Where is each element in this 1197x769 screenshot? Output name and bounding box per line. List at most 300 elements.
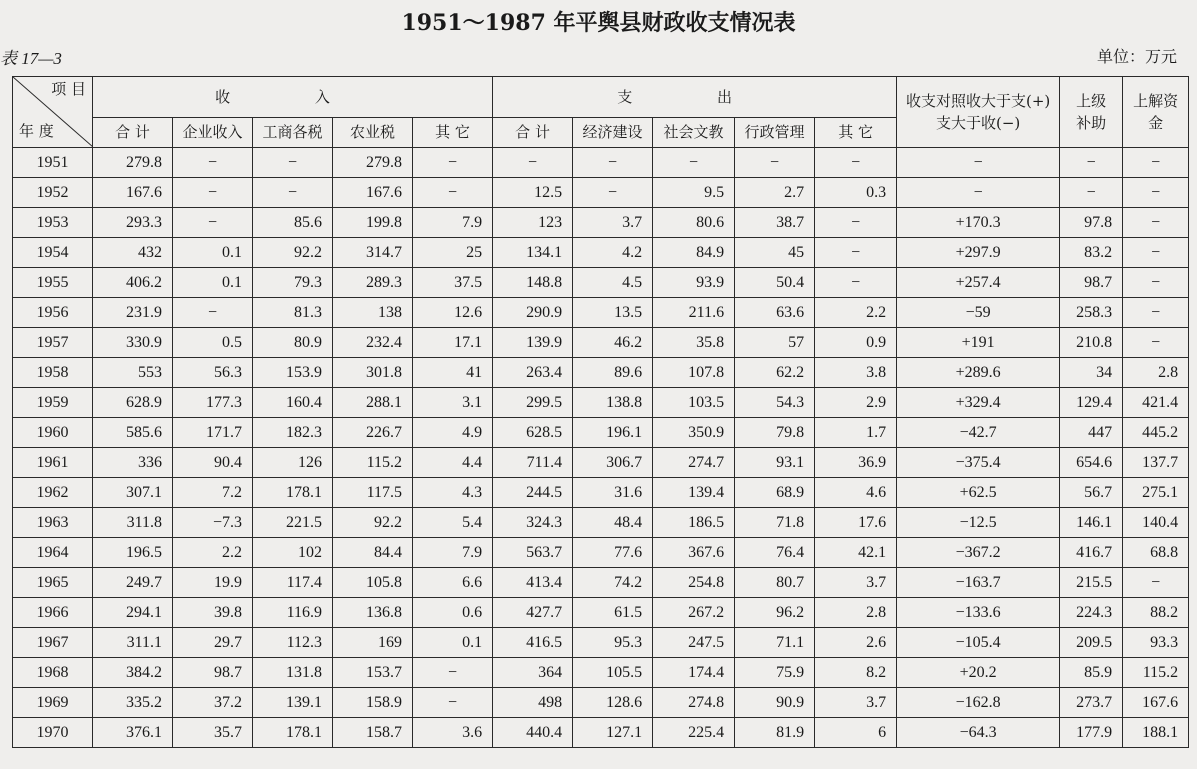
value-cell: − xyxy=(173,208,253,238)
value-cell: 215.5 xyxy=(1060,568,1123,598)
page-title: 1951～1987 年平舆县财政收支情况表 xyxy=(401,10,796,36)
year-cell: 1963 xyxy=(13,508,93,538)
value-cell: 75.9 xyxy=(735,658,815,688)
value-cell: 174.4 xyxy=(653,658,735,688)
value-cell: 54.3 xyxy=(735,388,815,418)
value-cell: 107.8 xyxy=(653,358,735,388)
value-cell: 153.9 xyxy=(253,358,333,388)
corner-year-label: 年 度 xyxy=(19,122,54,140)
value-cell: −162.8 xyxy=(897,688,1060,718)
income-col-header: 农业税 xyxy=(333,118,413,148)
value-cell: 211.6 xyxy=(653,298,735,328)
value-cell: 224.3 xyxy=(1060,598,1123,628)
value-cell: 1.7 xyxy=(815,418,897,448)
value-cell: 3.8 xyxy=(815,358,897,388)
year-cell: 1960 xyxy=(13,418,93,448)
value-cell: 263.4 xyxy=(493,358,573,388)
value-cell: 301.8 xyxy=(333,358,413,388)
table-row xyxy=(13,538,1189,568)
value-cell: 160.4 xyxy=(253,388,333,418)
value-cell: 2.7 xyxy=(735,178,815,208)
year-cell: 1966 xyxy=(13,598,93,628)
table-row xyxy=(13,658,1189,688)
value-cell: −375.4 xyxy=(897,448,1060,478)
value-cell: 299.5 xyxy=(493,388,573,418)
value-cell: 0.1 xyxy=(173,238,253,268)
value-cell: − xyxy=(897,178,1060,208)
value-cell: +329.4 xyxy=(897,388,1060,418)
value-cell: 432 xyxy=(93,238,173,268)
value-cell: − xyxy=(1123,148,1189,178)
value-cell: 39.8 xyxy=(173,598,253,628)
value-cell: 105.8 xyxy=(333,568,413,598)
value-cell: 13.5 xyxy=(573,298,653,328)
value-cell: +257.4 xyxy=(897,268,1060,298)
expense-group-header: 支 出 xyxy=(493,77,897,118)
remit-header: 上解资金 xyxy=(1123,77,1189,148)
value-cell: − xyxy=(653,148,735,178)
value-cell: − xyxy=(1123,268,1189,298)
value-cell: 98.7 xyxy=(1060,268,1123,298)
year-cell: 1958 xyxy=(13,358,93,388)
value-cell: 153.7 xyxy=(333,658,413,688)
year-cell: 1952 xyxy=(13,178,93,208)
value-cell: 137.7 xyxy=(1123,448,1189,478)
value-cell: 146.1 xyxy=(1060,508,1123,538)
value-cell: 0.6 xyxy=(413,598,493,628)
table-row xyxy=(13,508,1189,538)
year-cell: 1962 xyxy=(13,478,93,508)
value-cell: 171.7 xyxy=(173,418,253,448)
value-cell: 288.1 xyxy=(333,388,413,418)
subsidy-header: 上级补助 xyxy=(1060,77,1123,148)
value-cell: 306.7 xyxy=(573,448,653,478)
table-row xyxy=(13,328,1189,358)
year-cell: 1951 xyxy=(13,148,93,178)
value-cell: 447 xyxy=(1060,418,1123,448)
value-cell: − xyxy=(1123,568,1189,598)
value-cell: 37.5 xyxy=(413,268,493,298)
value-cell: 35.8 xyxy=(653,328,735,358)
value-cell: 3.7 xyxy=(573,208,653,238)
year-cell: 1961 xyxy=(13,448,93,478)
value-cell: 307.1 xyxy=(93,478,173,508)
value-cell: 167.6 xyxy=(333,178,413,208)
value-cell: 117.4 xyxy=(253,568,333,598)
year-cell: 1959 xyxy=(13,388,93,418)
value-cell: 71.1 xyxy=(735,628,815,658)
value-cell: 177.3 xyxy=(173,388,253,418)
value-cell: 167.6 xyxy=(93,178,173,208)
value-cell: 553 xyxy=(93,358,173,388)
value-cell: − xyxy=(413,178,493,208)
value-cell: 102 xyxy=(253,538,333,568)
value-cell: 37.2 xyxy=(173,688,253,718)
corner-item-label: 项 目 xyxy=(51,80,86,98)
value-cell: 628.5 xyxy=(493,418,573,448)
value-cell: 158.9 xyxy=(333,688,413,718)
value-cell: 416.5 xyxy=(493,628,573,658)
value-cell: 97.8 xyxy=(1060,208,1123,238)
value-cell: 244.5 xyxy=(493,478,573,508)
value-cell: 79.8 xyxy=(735,418,815,448)
value-cell: − xyxy=(815,148,897,178)
expense-col-header: 行政管理 xyxy=(735,118,815,148)
value-cell: −163.7 xyxy=(897,568,1060,598)
value-cell: 406.2 xyxy=(93,268,173,298)
value-cell: 376.1 xyxy=(93,718,173,748)
value-cell: 2.9 xyxy=(815,388,897,418)
value-cell: −64.3 xyxy=(897,718,1060,748)
value-cell: − xyxy=(815,208,897,238)
value-cell: − xyxy=(1123,208,1189,238)
value-cell: 6 xyxy=(815,718,897,748)
value-cell: 294.1 xyxy=(93,598,173,628)
value-cell: 45 xyxy=(735,238,815,268)
value-cell: 7.9 xyxy=(413,208,493,238)
value-cell: 2.6 xyxy=(815,628,897,658)
value-cell: 267.2 xyxy=(653,598,735,628)
value-cell: − xyxy=(897,148,1060,178)
value-cell: 178.1 xyxy=(253,478,333,508)
income-col-header: 企业收入 xyxy=(173,118,253,148)
value-cell: 169 xyxy=(333,628,413,658)
value-cell: 188.1 xyxy=(1123,718,1189,748)
value-cell: 3.7 xyxy=(815,688,897,718)
value-cell: 186.5 xyxy=(653,508,735,538)
table-number: 表 17—3 xyxy=(0,49,62,68)
value-cell: 61.5 xyxy=(573,598,653,628)
value-cell: 46.2 xyxy=(573,328,653,358)
value-cell: 93.1 xyxy=(735,448,815,478)
value-cell: 182.3 xyxy=(253,418,333,448)
value-cell: − xyxy=(413,658,493,688)
value-cell: − xyxy=(1123,298,1189,328)
value-cell: 17.6 xyxy=(815,508,897,538)
value-cell: +170.3 xyxy=(897,208,1060,238)
value-cell: 335.2 xyxy=(93,688,173,718)
table-row xyxy=(13,628,1189,658)
value-cell: 3.6 xyxy=(413,718,493,748)
value-cell: 2.8 xyxy=(815,598,897,628)
value-cell: −7.3 xyxy=(173,508,253,538)
year-cell: 1953 xyxy=(13,208,93,238)
value-cell: 367.6 xyxy=(653,538,735,568)
value-cell: 42.1 xyxy=(815,538,897,568)
value-cell: 77.6 xyxy=(573,538,653,568)
value-cell: 50.4 xyxy=(735,268,815,298)
value-cell: 440.4 xyxy=(493,718,573,748)
value-cell: 9.5 xyxy=(653,178,735,208)
value-cell: 585.6 xyxy=(93,418,173,448)
value-cell: 63.6 xyxy=(735,298,815,328)
value-cell: 138.8 xyxy=(573,388,653,418)
value-cell: +191 xyxy=(897,328,1060,358)
finance-table xyxy=(12,76,1189,748)
value-cell: − xyxy=(1060,178,1123,208)
year-cell: 1956 xyxy=(13,298,93,328)
value-cell: 134.1 xyxy=(493,238,573,268)
value-cell: 90.9 xyxy=(735,688,815,718)
value-cell: 3.1 xyxy=(413,388,493,418)
value-cell: 0.1 xyxy=(413,628,493,658)
value-cell: 138 xyxy=(333,298,413,328)
value-cell: 127.1 xyxy=(573,718,653,748)
value-cell: − xyxy=(573,148,653,178)
value-cell: 25 xyxy=(413,238,493,268)
value-cell: 563.7 xyxy=(493,538,573,568)
value-cell: 88.2 xyxy=(1123,598,1189,628)
value-cell: 7.9 xyxy=(413,538,493,568)
value-cell: − xyxy=(173,298,253,328)
income-col-header: 工商各税 xyxy=(253,118,333,148)
value-cell: 711.4 xyxy=(493,448,573,478)
table-row xyxy=(13,178,1189,208)
income-col-header: 其 它 xyxy=(413,118,493,148)
table-row xyxy=(13,688,1189,718)
income-col-header: 合 计 xyxy=(93,118,173,148)
value-cell: 421.4 xyxy=(1123,388,1189,418)
value-cell: 273.7 xyxy=(1060,688,1123,718)
value-cell: 35.7 xyxy=(173,718,253,748)
value-cell: 2.2 xyxy=(815,298,897,328)
value-cell: 209.5 xyxy=(1060,628,1123,658)
income-group-header: 收 入 xyxy=(93,77,493,118)
value-cell: 4.3 xyxy=(413,478,493,508)
table-row xyxy=(13,388,1189,418)
value-cell: 196.5 xyxy=(93,538,173,568)
value-cell: 293.3 xyxy=(93,208,173,238)
table-row xyxy=(13,238,1189,268)
value-cell: 92.2 xyxy=(333,508,413,538)
table-row xyxy=(13,358,1189,388)
value-cell: 81.9 xyxy=(735,718,815,748)
value-cell: 19.9 xyxy=(173,568,253,598)
value-cell: 89.6 xyxy=(573,358,653,388)
value-cell: − xyxy=(1060,148,1123,178)
value-cell: 131.8 xyxy=(253,658,333,688)
value-cell: 140.4 xyxy=(1123,508,1189,538)
table-row xyxy=(13,148,1189,178)
value-cell: 80.6 xyxy=(653,208,735,238)
value-cell: 247.5 xyxy=(653,628,735,658)
value-cell: 232.4 xyxy=(333,328,413,358)
year-cell: 1970 xyxy=(13,718,93,748)
value-cell: 148.8 xyxy=(493,268,573,298)
table-row xyxy=(13,568,1189,598)
value-cell: 112.3 xyxy=(253,628,333,658)
value-cell: 84.9 xyxy=(653,238,735,268)
value-cell: 178.1 xyxy=(253,718,333,748)
table-row xyxy=(13,598,1189,628)
value-cell: 290.9 xyxy=(493,298,573,328)
value-cell: 93.3 xyxy=(1123,628,1189,658)
value-cell: − xyxy=(253,178,333,208)
value-cell: − xyxy=(493,148,573,178)
value-cell: 76.4 xyxy=(735,538,815,568)
value-cell: 196.1 xyxy=(573,418,653,448)
value-cell: 279.8 xyxy=(93,148,173,178)
year-cell: 1955 xyxy=(13,268,93,298)
expense-col-header: 经济建设 xyxy=(573,118,653,148)
value-cell: 311.1 xyxy=(93,628,173,658)
value-cell: 83.2 xyxy=(1060,238,1123,268)
year-cell: 1968 xyxy=(13,658,93,688)
value-cell: − xyxy=(413,148,493,178)
value-cell: − xyxy=(815,238,897,268)
value-cell: 498 xyxy=(493,688,573,718)
year-cell: 1954 xyxy=(13,238,93,268)
value-cell: 0.5 xyxy=(173,328,253,358)
value-cell: 2.2 xyxy=(173,538,253,568)
value-cell: 2.8 xyxy=(1123,358,1189,388)
value-cell: −42.7 xyxy=(897,418,1060,448)
value-cell: 117.5 xyxy=(333,478,413,508)
value-cell: 56.3 xyxy=(173,358,253,388)
value-cell: 413.4 xyxy=(493,568,573,598)
balance-header: 收支对照收大于支(+)支大于收(−) xyxy=(897,77,1060,148)
value-cell: 12.6 xyxy=(413,298,493,328)
value-cell: 384.2 xyxy=(93,658,173,688)
value-cell: +297.9 xyxy=(897,238,1060,268)
table-row xyxy=(13,268,1189,298)
value-cell: 445.2 xyxy=(1123,418,1189,448)
value-cell: +289.6 xyxy=(897,358,1060,388)
year-cell: 1969 xyxy=(13,688,93,718)
value-cell: 48.4 xyxy=(573,508,653,538)
expense-col-header: 社会文教 xyxy=(653,118,735,148)
value-cell: 74.2 xyxy=(573,568,653,598)
value-cell: 7.2 xyxy=(173,478,253,508)
value-cell: 336 xyxy=(93,448,173,478)
value-cell: 427.7 xyxy=(493,598,573,628)
value-cell: 4.9 xyxy=(413,418,493,448)
table-row xyxy=(13,418,1189,448)
value-cell: 126 xyxy=(253,448,333,478)
value-cell: 129.4 xyxy=(1060,388,1123,418)
value-cell: 416.7 xyxy=(1060,538,1123,568)
value-cell: 275.1 xyxy=(1123,478,1189,508)
value-cell: 139.4 xyxy=(653,478,735,508)
value-cell: 105.5 xyxy=(573,658,653,688)
value-cell: 79.3 xyxy=(253,268,333,298)
value-cell: 12.5 xyxy=(493,178,573,208)
value-cell: 226.7 xyxy=(333,418,413,448)
value-cell: 4.6 xyxy=(815,478,897,508)
table-row xyxy=(13,478,1189,508)
value-cell: 258.3 xyxy=(1060,298,1123,328)
value-cell: − xyxy=(1123,178,1189,208)
value-cell: 115.2 xyxy=(1123,658,1189,688)
table-row xyxy=(13,448,1189,478)
value-cell: 158.7 xyxy=(333,718,413,748)
value-cell: 128.6 xyxy=(573,688,653,718)
value-cell: 93.9 xyxy=(653,268,735,298)
expense-col-header: 合 计 xyxy=(493,118,573,148)
table-row xyxy=(13,298,1189,328)
value-cell: 81.3 xyxy=(253,298,333,328)
value-cell: 29.7 xyxy=(173,628,253,658)
value-cell: 80.7 xyxy=(735,568,815,598)
value-cell: 177.9 xyxy=(1060,718,1123,748)
value-cell: 98.7 xyxy=(173,658,253,688)
value-cell: 4.2 xyxy=(573,238,653,268)
value-cell: 136.8 xyxy=(333,598,413,628)
value-cell: − xyxy=(253,148,333,178)
value-cell: 123 xyxy=(493,208,573,238)
value-cell: − xyxy=(815,268,897,298)
value-cell: 274.7 xyxy=(653,448,735,478)
value-cell: 84.4 xyxy=(333,538,413,568)
value-cell: 4.5 xyxy=(573,268,653,298)
value-cell: 324.3 xyxy=(493,508,573,538)
value-cell: − xyxy=(735,148,815,178)
value-cell: 57 xyxy=(735,328,815,358)
value-cell: − xyxy=(1123,238,1189,268)
value-cell: −12.5 xyxy=(897,508,1060,538)
value-cell: 0.3 xyxy=(815,178,897,208)
value-cell: 210.8 xyxy=(1060,328,1123,358)
year-cell: 1957 xyxy=(13,328,93,358)
value-cell: 96.2 xyxy=(735,598,815,628)
value-cell: 139.9 xyxy=(493,328,573,358)
value-cell: 68.9 xyxy=(735,478,815,508)
value-cell: 34 xyxy=(1060,358,1123,388)
value-cell: 330.9 xyxy=(93,328,173,358)
value-cell: 17.1 xyxy=(413,328,493,358)
value-cell: 90.4 xyxy=(173,448,253,478)
value-cell: 311.8 xyxy=(93,508,173,538)
value-cell: 56.7 xyxy=(1060,478,1123,508)
value-cell: 38.7 xyxy=(735,208,815,238)
value-cell: 628.9 xyxy=(93,388,173,418)
value-cell: 289.3 xyxy=(333,268,413,298)
value-cell: 0.1 xyxy=(173,268,253,298)
value-cell: − xyxy=(173,178,253,208)
value-cell: 41 xyxy=(413,358,493,388)
value-cell: − xyxy=(413,688,493,718)
value-cell: 314.7 xyxy=(333,238,413,268)
value-cell: − xyxy=(173,148,253,178)
value-cell: 92.2 xyxy=(253,238,333,268)
value-cell: 95.3 xyxy=(573,628,653,658)
value-cell: 80.9 xyxy=(253,328,333,358)
value-cell: −59 xyxy=(897,298,1060,328)
value-cell: 199.8 xyxy=(333,208,413,238)
value-cell: +62.5 xyxy=(897,478,1060,508)
value-cell: 71.8 xyxy=(735,508,815,538)
year-cell: 1965 xyxy=(13,568,93,598)
value-cell: − xyxy=(573,178,653,208)
table-row xyxy=(13,718,1189,748)
value-cell: 68.8 xyxy=(1123,538,1189,568)
value-cell: 85.9 xyxy=(1060,658,1123,688)
value-cell: 0.9 xyxy=(815,328,897,358)
expense-col-header: 其 它 xyxy=(815,118,897,148)
value-cell: − xyxy=(1123,328,1189,358)
value-cell: 4.4 xyxy=(413,448,493,478)
year-cell: 1967 xyxy=(13,628,93,658)
value-cell: 62.2 xyxy=(735,358,815,388)
value-cell: 85.6 xyxy=(253,208,333,238)
value-cell: 103.5 xyxy=(653,388,735,418)
value-cell: 221.5 xyxy=(253,508,333,538)
value-cell: 167.6 xyxy=(1123,688,1189,718)
value-cell: 36.9 xyxy=(815,448,897,478)
value-cell: 231.9 xyxy=(93,298,173,328)
year-cell: 1964 xyxy=(13,538,93,568)
value-cell: 3.7 xyxy=(815,568,897,598)
